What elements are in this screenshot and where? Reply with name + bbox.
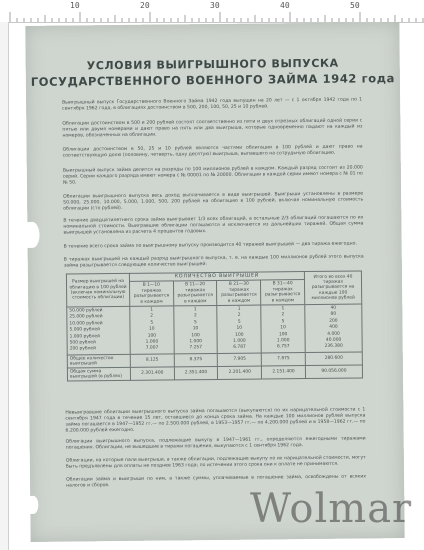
paragraph: Выигрышный выпуск Государственного Военного Займа 1942 года выпущен на 20 лет — с 1 октября 1942 года по 1 сентября 1962 года, в облигациях достоинством в 500, 200, 100, 50, 25 и 10 рублей. [62, 97, 363, 112]
table-cell: 236.380 [324, 344, 343, 350]
table-group-header: КОЛИЧЕСТВО ВЫИГРЫШЕЙ [129, 272, 304, 282]
ruler-number: 10 [70, 1, 80, 10]
table-cell: 2 [281, 312, 285, 318]
measurement-ruler [0, 0, 424, 23]
table-cell: 5 [281, 319, 285, 325]
paper-damage [25, 222, 39, 248]
table-cell: 80 [330, 312, 337, 318]
table-cell: 4.000 [327, 331, 340, 337]
table-cell: 10 [236, 325, 243, 332]
table-cell: 6.757 [276, 344, 290, 350]
table-cell: 10 [148, 326, 155, 332]
ruler-number: 40 [280, 1, 290, 10]
table-cell: 400 [329, 324, 338, 331]
table-cell: 2.201.400 [218, 366, 262, 379]
table-cell: 10.000 рублей [69, 321, 103, 327]
table-cell: Общая сумма выигрышей (в рублях) [67, 367, 130, 381]
table-cell: 2 [150, 314, 154, 320]
paragraph: Облигации, на которые пали выигрыши, а также облигации, подлежащие выкупу по их нарицательной стоимости, могут быть предъявлены для оплаты не позднее 1963 года; по истечении этого срока они к оплате не принимаются. [65, 455, 366, 470]
ruler-ticks [0, 12, 424, 22]
table-cell: 500 рублей [69, 340, 96, 346]
table-cell: 90.056.000 [305, 365, 362, 379]
table-header: Размер выигрышей на облигацию в 100 рублей (включая номинальную стоимость облигации) [66, 273, 129, 307]
paragraph: Облигации достоинством в 50, 25 и 10 рублей являются частями облигации в 100 рублей и дают право на соответствующую долю (половину, четверть, одну десятую) выигрыша, выпавшего на сотрудьную облигацию. [62, 144, 363, 159]
table-cell: 2.151.400 [262, 365, 306, 378]
paragraph: Выигрышный выпуск займа делится на разряды по 100 миллионов рублей в каждом. Каждый разряд состоит из 20.000 серий. Серии каждого разряда имеют номера с № 00001 по № 20000. Облигации в каждой серии имеют номера с № 01 по № 50. [62, 165, 363, 186]
paragraph: В течение двадцатилетнего срока займа выигрывает 1/3 всех облигаций, а остальные 2/3 облигаций погашаются по их номинальной стоимости. Выигравшие облигации погашаются и исключаются из дальнейших тиражей. Общая сумма выигрышей установлена из расчета 4 процентов годовых. [63, 215, 364, 236]
table-cell: 40 [330, 305, 337, 311]
table-cell: 10 [192, 326, 199, 332]
table-cell: 1 [237, 306, 241, 312]
table-cell: 100 [278, 331, 288, 337]
table-cell: 25.000 рублей [69, 314, 103, 320]
table-cell: 200 рублей [69, 346, 96, 352]
table-header: В 1—10 тиражах разыгрывается в каждом [129, 281, 173, 306]
table-row [67, 304, 362, 355]
table-cell: 1.000 [189, 339, 202, 345]
table-cell: 6.787 [233, 345, 246, 351]
table-cell: 200 [329, 318, 338, 324]
table-cell: 7.905 [218, 353, 262, 366]
table-cell: 7.875 [261, 352, 305, 365]
table-header: Итого во всех 40 тиражах разыгрывается на каждые 100 миллионов рублей [304, 271, 361, 305]
table-cell: 5.000 рублей [69, 327, 100, 333]
doc-title-line1: УСЛОВИЯ ВЫИГРЫШНОГО ВЫПУСКА [86, 56, 339, 73]
table-cell: 5 [237, 319, 241, 325]
winnings-table [66, 270, 363, 381]
table-cell: Общее количество выигрышей [67, 354, 130, 368]
table-cell: 5 [150, 320, 154, 326]
paragraph: В течение всего срока займа по выигрышному выпуску производится 40 тиражей выигрышей — два тиража ежегодно. [63, 241, 357, 250]
table-cell: 10 [280, 325, 286, 331]
side-ruler [0, 22, 9, 550]
table-cell: 100 [147, 333, 157, 339]
paper-damage [28, 496, 38, 514]
ruler-number: 50 [350, 1, 360, 10]
table-cell: 7.007 [145, 346, 159, 352]
table-cell: 50.000 рублей [69, 308, 103, 314]
table-cell: 100 [191, 332, 200, 338]
table-cell: 1.000 [145, 339, 159, 345]
paragraph: Облигации займа и выигрыши по ним, а также суммы, уплачиваемые в погашение займа, освобождены от всяких налогов и сборов. [66, 474, 367, 489]
bond-document [25, 22, 404, 542]
table-cell: 1.000 рублей [69, 333, 101, 340]
table-cell: 1 [150, 307, 154, 313]
doc-title-line2: ГОСУДАРСТВЕННОГО ВОЕННОГО ЗАЙМА 1942 года [30, 71, 396, 89]
paragraph: Невыигравшие облигации выигрышного выпуска займа погашаются (выкупаются) по их нарицательной стоимости с 1 сентября 1947 года в течение 15 лет, оставшиеся до конца срока займа. На каждые 100 миллионов рублей выпуска займа погашается в 1947—1952 гг.— по 2.500.000 рублей, в 1953—1957 гг.— по 4.200.000 рублей и в 1958—1962 гг.— по 6.200.000 рублей ежегодно. [65, 407, 366, 434]
table-cell: 100 [235, 332, 244, 338]
total-column [305, 304, 362, 352]
table-cell: 1.000 [233, 338, 246, 344]
count-column [130, 306, 174, 354]
table-row-total-sum [67, 365, 362, 381]
table-header: В 21—30 тиражах разыгрывается в каждом [217, 280, 261, 305]
table-cell: 40.000 [325, 337, 342, 343]
watermark: Wolmar [250, 486, 413, 532]
table-cell: 1.000 [276, 338, 290, 344]
ruler-number: 20 [140, 1, 150, 10]
ruler-number: 30 [210, 1, 220, 10]
table-header: В 11—20 тиражах разыгрывается в каждом [173, 281, 217, 306]
count-column [173, 306, 217, 354]
paragraph: Облигации выигрышного выпуска весь доход выплачивается в виде выигрышей. Выигрыши установлены в размере 50.000, 25.000, 10.000, 5.000, 1.000, 500, 200 рублей на облигацию в 100 рублей, включая номинальную стоимость облигации (сто рублей). [63, 191, 364, 212]
table-cell: 8.125 [130, 354, 174, 367]
paragraph: Облигации выигрышного выпуска, подлежащие выкупу в 1947—1961 гг., определяются ежегодными тиражами погашения. Облигации, не вышедшие в тиражи погашения, выкупаются с 1 сентября 1962 года. [65, 436, 366, 451]
table-cell: 8.375 [174, 353, 218, 366]
table-cell: 2 [193, 313, 197, 319]
paragraph: В тиражах выигрышей на каждый разряд выигрышного выпуска, т. е. на каждые 100 миллионов рублей этого выпуска займа разыгрывается следующее количество выигрышей: [63, 254, 364, 269]
paragraph: Облигации достоинством в 500 и 200 рублей состоят соответственно из пяти и двух отрезных облигаций одной серии с пятью или двумя номерами и дают право на пять или два выигрыша, которые одновременно падают на каждый из номеров, обозначенных на облигации. [62, 118, 363, 139]
table-cell: 280.600 [305, 352, 362, 366]
count-column [261, 305, 305, 353]
table-cell: 2 [237, 313, 241, 319]
table-cell: 2.301.400 [130, 367, 174, 380]
table-cell: 2.351.400 [174, 366, 218, 379]
prize-labels [67, 306, 130, 355]
table-cell: 7.257 [189, 345, 203, 351]
table-header: В 31—40 тиражах разыгрывается в каждом [261, 280, 305, 305]
count-column [217, 305, 261, 353]
table-cell: 1 [281, 306, 285, 312]
table-cell: 5 [194, 320, 197, 326]
table-cell: 1 [193, 307, 197, 313]
